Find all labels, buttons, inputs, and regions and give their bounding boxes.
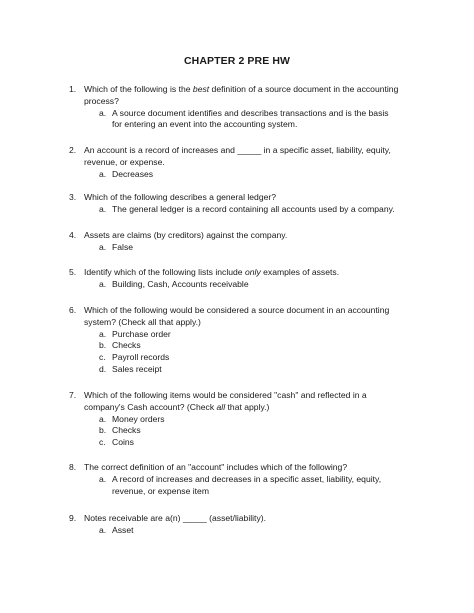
- answer-text: A record of increases and decreases in a specific asset, liability, equity, revenue, or expense item: [112, 473, 382, 496]
- answer-option: [99, 169, 399, 181]
- answer-letter: b.: [99, 425, 107, 436]
- question-text-part: definition of a source document in the accounting process?: [84, 84, 399, 106]
- answer-letter: a.: [99, 413, 107, 424]
- question-number: 1.: [69, 84, 77, 94]
- question-number: 9.: [69, 513, 77, 523]
- answer-text: Checks: [112, 425, 141, 436]
- question-text-part: Which of the following would be considered a source document in an accounting system? (Check all that apply.): [84, 305, 390, 327]
- question-number: 8.: [69, 462, 77, 472]
- page-title: CHAPTER 2 PRE HW: [183, 55, 291, 67]
- question-text-part: An account is a record of increases and _____ in a specific asset, liability, equity, revenue, or expense.: [84, 145, 391, 167]
- answer-letter: c.: [99, 437, 106, 448]
- answer-text: The general ledger is a record containing all accounts used by a company.: [112, 203, 395, 214]
- question-4: [69, 230, 399, 254]
- answer-letter: a.: [99, 107, 107, 118]
- emphasis-text: all: [216, 401, 226, 412]
- answer-option: [99, 242, 399, 254]
- question-3: [69, 192, 399, 216]
- answer-text: Checks: [112, 340, 141, 351]
- answer-text: Decreases: [112, 168, 154, 179]
- answer-letter: a.: [99, 328, 107, 339]
- answer-text: Purchase order: [112, 328, 171, 339]
- question-text: [84, 84, 399, 108]
- answer-option: [99, 108, 399, 132]
- answer-letter: d.: [99, 363, 107, 374]
- question-1: [69, 84, 399, 131]
- answer-text: A source document identifies and describes transactions and is the basis for entering an event into the accounting system.: [112, 107, 389, 130]
- question-text: [84, 390, 399, 414]
- answer-letter: a.: [99, 473, 107, 484]
- answer-option: [99, 204, 399, 216]
- answer-text: Asset: [112, 524, 134, 535]
- emphasis-text: only: [244, 267, 261, 277]
- answer-letter: a.: [99, 241, 107, 252]
- question-8: [69, 462, 399, 497]
- question-number: 2.: [69, 145, 77, 155]
- answer-letter: a.: [99, 524, 107, 535]
- question-number: 7.: [69, 390, 77, 400]
- answer-option: [99, 329, 399, 341]
- answer-letter: a.: [99, 203, 107, 214]
- question-text-part: that apply.): [225, 401, 270, 412]
- answer-option: [99, 474, 399, 498]
- answer-option: [99, 279, 399, 291]
- answer-text: Money orders: [112, 413, 165, 424]
- answer-option: [99, 437, 399, 449]
- question-text: [84, 267, 399, 279]
- answer-option: [99, 525, 399, 537]
- answer-letter: c.: [99, 352, 106, 363]
- question-number: 5.: [69, 267, 77, 277]
- question-text: [84, 513, 399, 525]
- question-text-part: examples of assets.: [260, 267, 340, 277]
- question-number: 6.: [69, 305, 77, 315]
- question-9: [69, 513, 399, 537]
- answer-text: Sales receipt: [112, 363, 162, 374]
- question-text: [84, 462, 399, 474]
- answer-letter: b.: [99, 340, 107, 351]
- question-7: [69, 390, 399, 449]
- answer-option: [99, 364, 399, 376]
- answer-text: Building, Cash, Accounts receivable: [112, 278, 249, 289]
- question-6: [69, 305, 399, 376]
- answer-text: Coins: [112, 437, 134, 448]
- question-text: [84, 230, 399, 242]
- answer-option: [99, 425, 399, 437]
- question-text-part: Identify which of the following lists include: [84, 267, 245, 277]
- question-number: 4.: [69, 230, 77, 240]
- answer-option: [99, 340, 399, 352]
- question-text-part: Which of the following describes a general ledger?: [84, 192, 277, 202]
- answer-letter: a.: [99, 168, 107, 179]
- answer-option: [99, 352, 399, 364]
- answer-letter: a.: [99, 278, 107, 289]
- question-text-part: Which of the following items would be considered "cash" and reflected in a company's Cash account? (Check: [84, 390, 367, 412]
- answer-option: [99, 414, 399, 426]
- question-text: [84, 145, 399, 169]
- answer-text: False: [112, 241, 134, 252]
- question-text: [84, 192, 399, 204]
- question-text-part: Notes receivable are a(n) _____ (asset/liability).: [84, 513, 266, 523]
- question-text: [84, 305, 399, 329]
- question-number: 3.: [69, 192, 77, 202]
- answer-text: Payroll records: [112, 352, 170, 363]
- emphasis-text: best: [192, 84, 210, 94]
- question-2: [69, 145, 399, 180]
- question-text-part: Assets are claims (by creditors) against the company.: [84, 230, 288, 240]
- question-text-part: The correct definition of an "account" includes which of the following?: [84, 462, 348, 472]
- question-5: [69, 267, 399, 291]
- question-text-part: Which of the following is the: [84, 84, 193, 94]
